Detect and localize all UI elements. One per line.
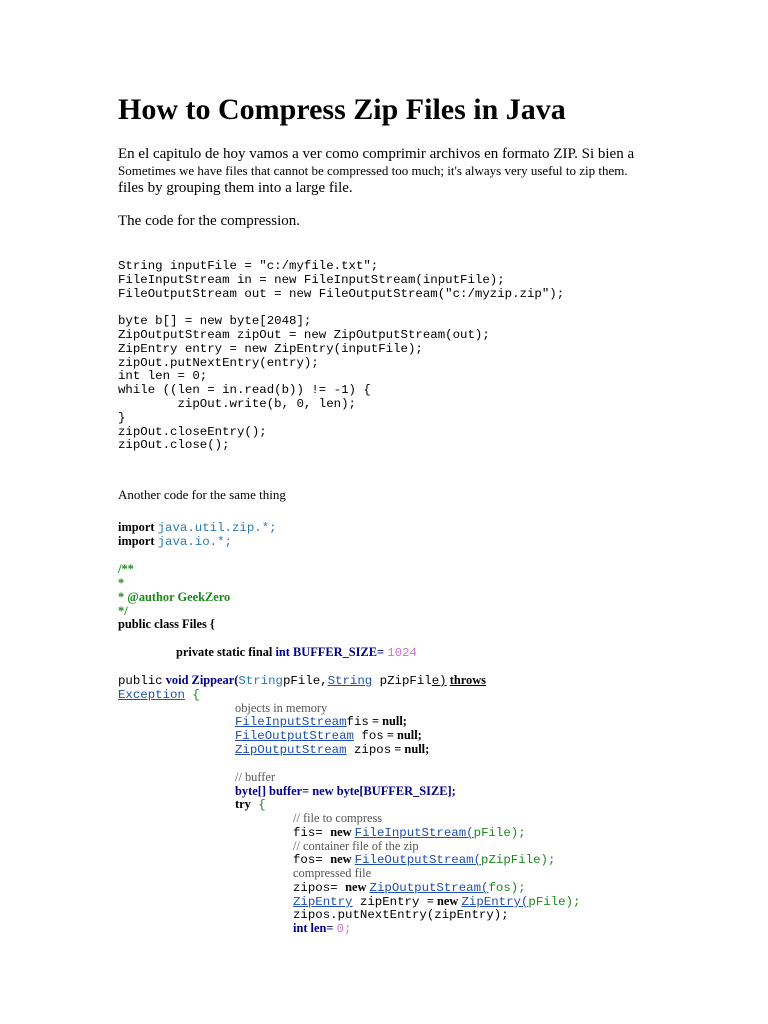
method-signature-cont: Exception { — [118, 688, 200, 702]
code-intro: The code for the compression. — [118, 213, 301, 229]
fos-declaration: FileOutputStream fos = null; — [235, 728, 422, 743]
comment-line-1: /** — [118, 562, 134, 576]
put-next-entry: zipos.putNextEntry(zipEntry); — [293, 908, 509, 922]
comment-buffer: // buffer — [235, 770, 276, 784]
zipentry-declaration: ZipEntry zipEntry = new ZipEntry(pFile); — [293, 894, 581, 909]
comment-file-to-compress: // file to compress — [293, 811, 383, 825]
method-signature: public void Zippear(StringpFile,String pZipFile) throws — [118, 673, 486, 688]
page-title: How to Compress Zip Files in Java — [118, 93, 566, 126]
class-declaration: public class Files { — [118, 617, 215, 631]
buffer-declaration: byte[] buffer= new byte[BUFFER_SIZE]; — [235, 784, 456, 798]
comment-line-2: * — [118, 576, 125, 590]
zipos-declaration: ZipOutputStream zipos = null; — [235, 742, 430, 757]
comment-compressed-file: compressed file — [293, 866, 372, 880]
fis-declaration: FileInputStreamfis = null; — [235, 714, 407, 729]
comment-author: * @author GeekZero — [118, 590, 231, 604]
comment-objects-in-memory: objects in memory — [235, 701, 328, 715]
import-line-2: import java.io.*; — [118, 534, 232, 549]
code-block-compress: String inputFile = "c:/myfile.txt"; FileInputStream in = new FileInputStream(inputFile); FileOutputStream out = new FileOutputStream("c:/myzip.zip"); byte b[] = new byte[2048]; ZipOutputStream zipOut = new ZipOutputStream(out); ZipEntry entry = new ZipEntry(inputFile); zipOut.putNextEntry(entry); int len = 0; while ((len = in.read(b)) != -1) { zipOut.write(b, 0, len); } zipOut.closeEntry(); zipOut.close(); — [118, 259, 565, 453]
intro-line-1: En el capitulo de hoy vamos a ver como comprimir archivos en formato ZIP. Si bien a — [118, 146, 635, 162]
import-line-1: import java.util.zip.*; — [118, 520, 277, 535]
comment-container: // container file of the zip — [293, 839, 419, 853]
another-code-label: Another code for the same thing — [118, 487, 286, 502]
try-line: try { — [235, 797, 266, 812]
intro-line-2: Sometimes we have files that cannot be compressed too much; it's always very useful to zip them. — [118, 163, 628, 178]
buffer-size-declaration: private static final int BUFFER_SIZE= 1024 — [176, 645, 417, 660]
comment-line-4: */ — [118, 604, 128, 618]
fis-assign: fis= new FileInputStream(pFile); — [293, 825, 526, 840]
len-declaration: int len= 0; — [293, 921, 352, 936]
intro-line-3: files by grouping them into a large file. — [118, 180, 353, 196]
fos-assign: fos= new FileOutputStream(pZipFile); — [293, 852, 556, 867]
zipos-assign: zipos= new ZipOutputStream(fos); — [293, 880, 526, 895]
